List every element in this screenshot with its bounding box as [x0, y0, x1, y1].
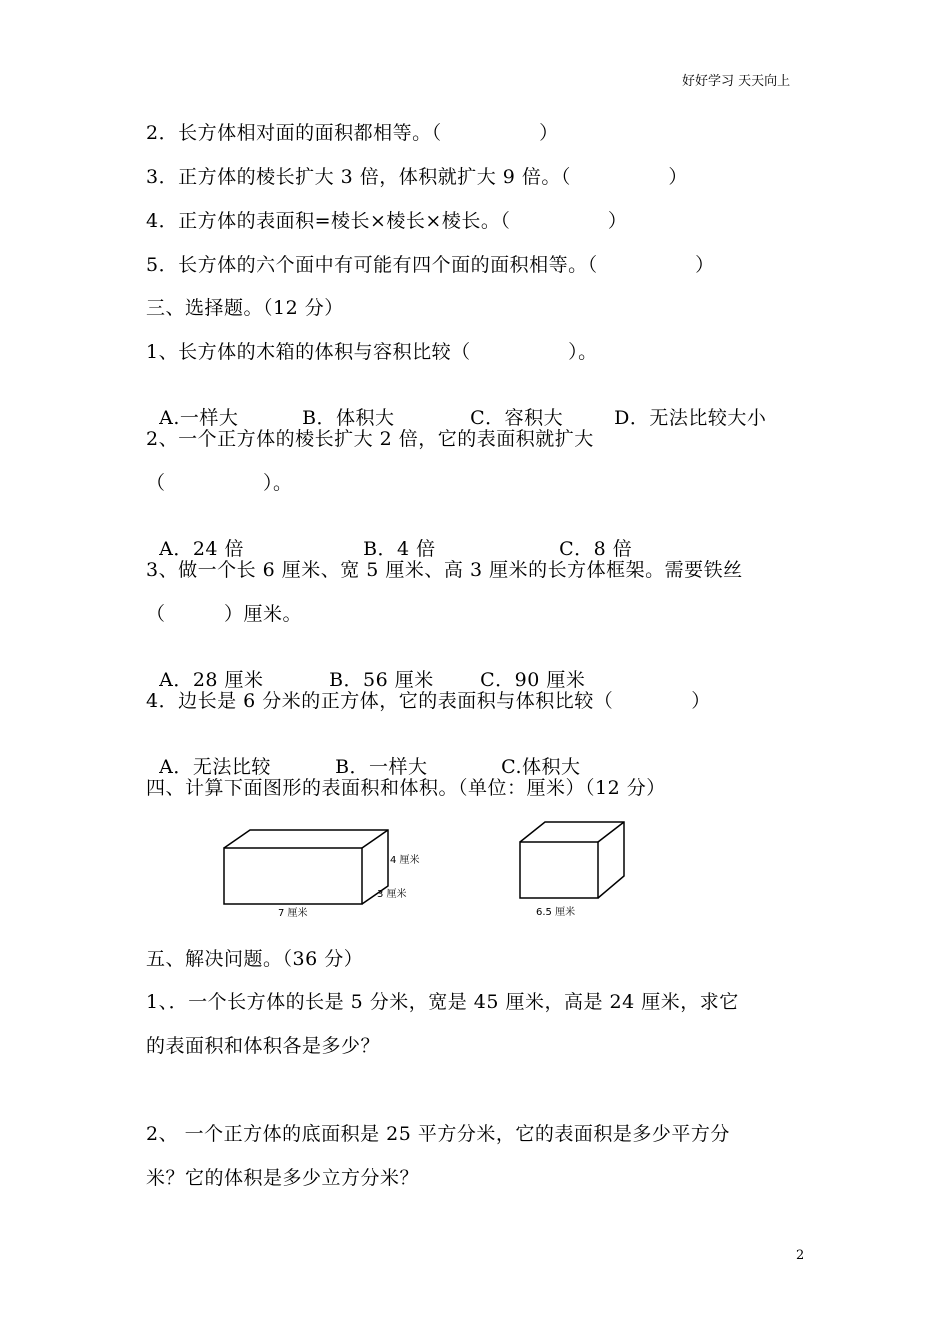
cuboid-edge [362, 830, 388, 848]
option: B．56 厘米 [329, 669, 434, 691]
page-header: 好好学习 天天向上 [682, 74, 791, 89]
option: A．28 厘米 [159, 669, 264, 691]
option: C．8 倍 [559, 538, 633, 560]
choice-question-1: 1、长方体的木箱的体积与容积比较（ ）。 [146, 341, 598, 363]
cube-edge [598, 822, 624, 842]
cuboid-length-label: 7 厘米 [278, 908, 308, 919]
option: B．体积大 [302, 407, 395, 429]
choice-question-2: 2、一个正方体的棱长扩大 2 倍，它的表面积就扩大 [146, 428, 594, 450]
problem-2-line-1: 2、 一个正方体的底面积是 25 平方分米，它的表面积是多少平方分 [146, 1123, 730, 1145]
option: C．容积大 [470, 407, 564, 429]
option: A．无法比较 [159, 756, 271, 778]
option: D．无法比较大小 [614, 407, 767, 429]
section-3-heading: 三、选择题。（12 分） [146, 297, 344, 319]
option: A．24 倍 [159, 538, 245, 560]
cuboid-width-label: 3 厘米 [377, 889, 407, 900]
section-4-heading: 四、计算下面图形的表面积和体积。（单位：厘米）（12 分） [146, 777, 666, 799]
section-5-heading: 五、解决问题。（36 分） [146, 948, 364, 970]
option: B．4 倍 [363, 538, 436, 560]
judge-item-5: 5．长方体的六个面中有可能有四个面的面积相等。（ ） [146, 254, 715, 276]
judge-item-2: 2．长方体相对面的面积都相等。（ ） [146, 122, 559, 144]
cube-figure [520, 822, 624, 898]
problem-1-line-1: 1、．一个长方体的长是 5 分米，宽是 45 厘米，高是 24 厘米，求它 [146, 991, 739, 1013]
cuboid-height-label: 4 厘米 [390, 855, 420, 866]
option: A.一样大 [159, 407, 239, 429]
cuboid-back-edges [224, 830, 388, 904]
option: C．90 厘米 [480, 669, 586, 691]
judge-item-3: 3．正方体的棱长扩大 3 倍，体积就扩大 9 倍。（ ） [146, 166, 688, 188]
choice-question-3: 3、做一个长 6 厘米、宽 5 厘米、高 3 厘米的长方体框架。需要铁丝 [146, 559, 743, 581]
judge-item-4: 4．正方体的表面积=棱长×棱长×棱长。（ ） [146, 210, 628, 232]
problem-2-line-2: 米？它的体积是多少立方分米？ [146, 1167, 420, 1189]
choice-question-2-blank: （ ）。 [146, 472, 293, 494]
option: C.体积大 [501, 756, 581, 778]
cube-front-face [520, 842, 598, 898]
cuboid-figure [224, 830, 388, 904]
cuboid-front-face [224, 848, 362, 904]
option: B．一样大 [335, 756, 428, 778]
choice-question-3-blank: （ ）厘米。 [146, 603, 303, 625]
page-number: 2 [796, 1248, 805, 1263]
problem-1-line-2: 的表面积和体积各是多少？ [146, 1035, 381, 1057]
cube-edge-label: 6.5 厘米 [536, 907, 576, 918]
choice-question-4: 4．边长是 6 分米的正方体，它的表面积与体积比较（ ） [146, 690, 711, 712]
